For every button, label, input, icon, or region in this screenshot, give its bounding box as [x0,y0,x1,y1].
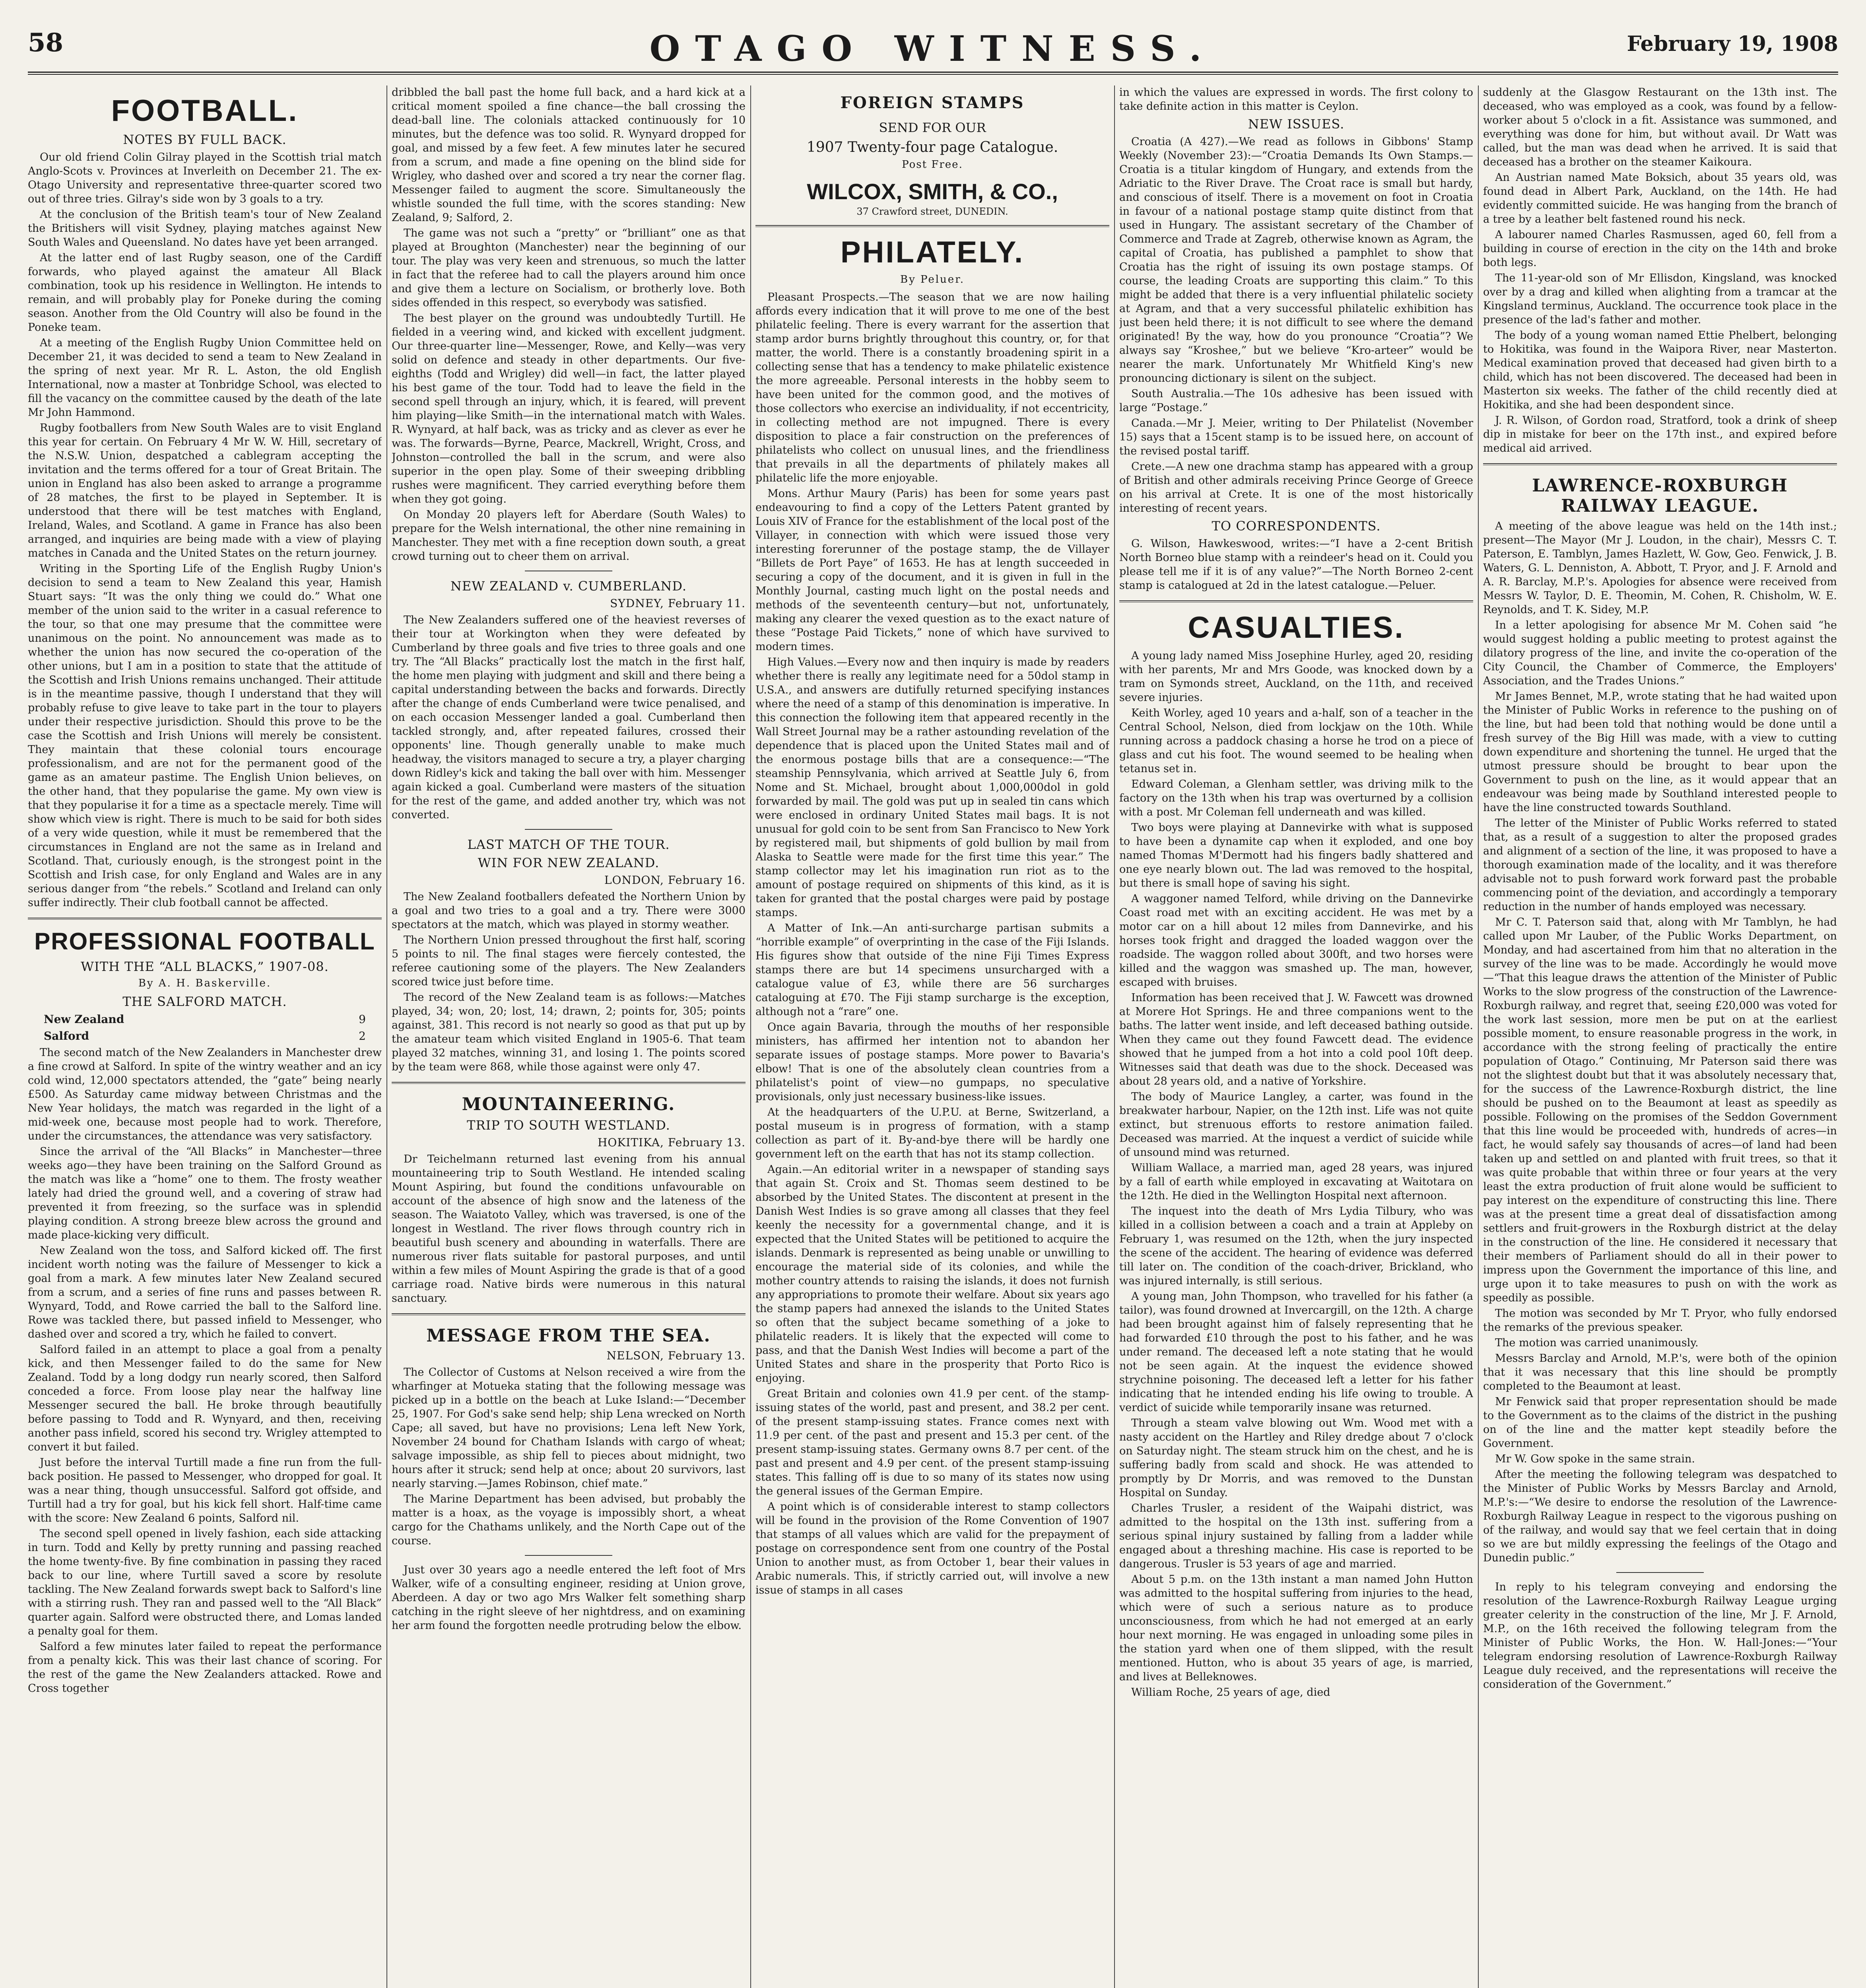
article-paragraph: At the latter end of last Rugby season, one of the Cardiff forwards, who played against the amateur All Black combination, took up his residence in Wellington. He intends to remain, and will probably play for Poneke during the coming season. Another from the Old Country will also be found in the Poneke team. [28,252,382,334]
article-paragraph: At a meeting of the English Rugby Union Committee held on December 21, it was decided to send a team to New Zealand in the spring of next year. Mr R. L. Aston, the old English International, now a master at Tonbridge School, was elected to fill the vacancy on the committee caused by the death of the late Mr John Hammond. [28,337,382,419]
column-rule [386,85,387,1988]
score-points: 2 [359,1029,366,1043]
article-paragraph: A waggoner named Telford, while driving on the Dannevirke Coast road met with an exciting accident. He was met by a motor car on a hill about 12 miles from Dannevirke, and his horses took fright and dragged the loaded waggon over the roadside. The waggon rolled about 300ft, and two horses were killed and the waggon was smashed up. The man, however, escaped with bruises. [1119,893,1473,988]
byline: By A. H. Baskerville. [138,977,272,989]
article-paragraph: dribbled the ball past the home full back, and a hard kick at a critical moment spoiled a fine chance—the ball crossing the dead-ball line. The colonials attacked continuously for 10 minutes, but the defence was too solid. R. Wynyard dropped for goal, and missed by a few feet. A few minutes later he secured from a scrum, and made a fine opening on the blind side for Wrigley, who dashed over and scored a try near the corner flag. Messenger failed to augment the score. Simultaneously the whistle sounded the full time, with the scores standing: New Zealand, 9; Salford, 2. [392,86,746,224]
article-paragraph: Mr C. T. Paterson said that, along with Mr Tamblyn, he had called upon Mr Lauber, of the Public Works Department, on Monday, and had ascertained from him that no alteration in the survey of the line was to be made. Accordingly he would move—“That this league draws the attention of the Minister of Public Works to the slow progress of the construction of the Lawrence-Roxburgh railway, and regret that, seeing £20,000 was voted for the work last session, more men be put on at the earliest possible moment, to ensure reasonable progress in the work, in accordance with the strong feeling of practically the entire population of Otago.” Continuing, Mr Paterson said there was not the slightest doubt but that it was absolutely necessary that, for the success of the Lawrence-Roxburgh district, the line should be pushed on to the Beaumont at least as speedily as possible. Following on the promises of the Seddon Government that this line would be proceeded with, hundreds of acres—in fact, he would safely say thousands of acres—of land had been taken up and settled on and planted with fruit trees, so that it was quite probable that within three or four years at the very least the extra production of fruit alone would be sufficient to pay interest on the expenditure of constructing this line. There was at the present time a great deal of dissatisfaction among settlers and fruit-growers in the Roxburgh district at the delay in the construction of the line. He considered it necessary that their members of Parliament should do all in their power to impress upon the Government the importance of this line, and urge upon it to take measures to push on with the work as speedily as possible. [1483,916,1837,1304]
article-paragraph: Just over 30 years ago a needle entered the left foot of Mrs Walker, wife of a consulting engineer, residing at Union grove, Aberdeen. A day or two ago Mrs Walker felt something sharp catching in the right sleeve of her nightdress, and on examining her arm found the forgotten needle protruding below the elbow. [392,1564,746,1632]
article-paragraph: The body of Maurice Langley, a carter, was found in the breakwater harbour, Napier, on the 12th inst. Life was not quite extinct, but strenuous efforts to restore animation failed. Deceased was married. At the inquest a verdict of suicide while of unsound mind was returned. [1119,1091,1473,1159]
casualties-heading: CASUALTIES. [1188,611,1405,645]
article-paragraph: In a letter apologising for absence Mr M. Cohen said “he would suggest holding a public meeting to protest against the dilatory progress of the line, and invite the co-operation of the City Council, the Chamber of Commerce, the Employers' Association, and the Trades Unions.” [1483,619,1837,687]
page-number: 58 [28,28,64,58]
article-paragraph: Again.—An editorial writer in a newspaper of standing says that again St. Croix and St. Thomas seem destined to be absorbed by the United States. The discontent at present in the Danish West Indies is so grave among all classes that they feel keenly the necessity for a governmental change, and it is expected that the United States will be petitioned to acquire the islands. Denmark is represented as being unable or unwilling to encourage the material side of its colonies, and while the mother country attends to raising the islands, it does not furnish any appropriations to promote their welfare. About six years ago the stamp papers had annexed the islands to the United States so often that the subject became something of a joke to philatelic readers. It is likely that the expected will come to pass, and that the Danish West Indies will become a part of the United States and share in the prosperity that Porto Rico is enjoying. [755,1163,1109,1384]
message-from-sea-heading: MESSAGE FROM THE SEA. [426,1326,711,1346]
ad-title: FOREIGN STAMPS [840,93,1025,112]
last-match-heading: LAST MATCH OF THE TOUR. [467,837,670,852]
article-paragraph: Mr James Bennet, M.P., wrote stating that he had waited upon the Minister of Public Works in reference to the pushing on of the line, but had been told that nothing would be done until a fresh survey of the Big Hill was made, with a view to cutting down expenditure and shortening the tunnel. He urged that the utmost pressure should be brought to bear upon the Government to push on the line, as it would appear that an endeavour was being made by Southland interested people to have the line constructed towards Southland. [1483,690,1837,814]
salford-match-heading: THE SALFORD MATCH. [122,994,287,1009]
article-paragraph: Writing in the Sporting Life of the English Rugby Union's decision to send a team to New Zealand this year, Hamish Stuart says: “It was the only thing we could do.” What one member of the union said to the writer in a casual reference to the tour, so that one may presume that the committee were unanimous on the point. No announcement was made as to whether the union has now secured the co-operation of the other unions, but I am in a position to state that the attitude of the Scottish and Irish Unions remains unchanged. Their attitude is in the meantime passive, though I understand that they will probably refuse to give leave to take part in the tour to players under their respective jurisdiction. Should this prove to be the case the Scottish and Irish Unions will merely be consistent. They maintain that these colonial tours encourage professionalism, and are not for the permanent good of the game as an amateur pastime. The English Union believes, on the other hand, that they popularise the game. My own view is that they popularise it for a time as a spectacle merely. Time will show which view is right. There is much to be said for both sides of a very wide question, while it must be remembered that the circumstances in England are not the same as in Ireland and Scotland. That, curiously enough, is the strongest point in the Scottish and Irish case, for only England and Wales are in any serious danger from “the rebels.” Scotland and Ireland can only suffer indirectly. Their club football cannot be affected. [28,563,382,909]
article-paragraph: Since the arrival of the “All Blacks” in Manchester—three weeks ago—they have been training on the Salford Ground as the match was like a “home” one to them. The frosty weather lately had dried the ground well, and a covering of straw had prevented it from freezing, so the surface was in splendid playing condition. A strong breeze blew across the ground and made place-kicking very difficult. [28,1145,382,1241]
ad-line: SEND FOR OUR [879,120,986,135]
article-paragraph: Through a steam valve blowing out Wm. Wood met with a nasty accident on the Hartley and Riley dredge about 7 o'clock on Saturday night. The steam struck him on the chest, and he is suffering badly from scald and shock. He was attended to promptly by Dr Morris, and was removed to the Dunstan Hospital on Sunday. [1119,1417,1473,1499]
score-team: Salford [44,1029,89,1043]
article-paragraph: The Northern Union pressed throughout the first half, scoring 5 points to nil. The final stages were fiercely contested, the referee cautioning some of the players. The New Zealanders scored twice just before time. [392,934,746,988]
article-paragraph: suddenly at the Glasgow Restaurant on the 13th inst. The deceased, who was employed as a cook, was found by a fellow-worker about 5 o'clock in a fit. Assistance was summoned, and everything was done for him, but without avail. Dr Watt was called, but the man was dead when he arrived. It is said that deceased has a brother on the steamer Kaikoura. [1483,86,1837,168]
article-paragraph: New Zealand won the toss, and Salford kicked off. The first incident worth noting was the failure of Messenger to kick a goal from a mark. A few minutes later New Zealand secured from a scrum, and a series of fine runs and passes between R. Wynyard, Todd, and Rowe carried the ball to the Salford line. Rowe was tackled there, but passed infield to Messenger, who dashed over and scored a try, which he failed to convert. [28,1244,382,1340]
article-paragraph: A labourer named Charles Rasmussen, aged 60, fell from a building in course of erection in the city on the 14th and broke both legs. [1483,229,1837,269]
column-4 [1119,85,1473,1988]
article-paragraph: An Austrian named Mate Boksich, about 35 years old, was found dead in Albert Park, Auckland, on the 14th. He had evidently committed suicide. He was hanging from the branch of a tree by a leather belt fastened round his neck. [1483,171,1837,225]
win-heading: WIN FOR NEW ZEALAND. [478,855,660,870]
article-paragraph: Keith Worley, aged 10 years and a-half, son of a teacher in the Central School, Nelson, died from lockjaw on the 10th. While running across a paddock chasing a horse he trod on a piece of glass and cut his foot. The wound seemed to be healing when tetanus set in. [1119,707,1473,775]
dateline: HOKITIKA, February 13. [597,1136,746,1149]
column-2 [392,85,746,1988]
article-paragraph: A young man, John Thompson, who travelled for his father (a tailor), was found drowned at Invercargill, on the 12th. A charge had been brought against him of falsely representing that he had forwarded £10 through the post to his father, and he was under remand. The deceased left a note stating that he would not be seen again. At the inquest the evidence showed strychnine poisoning. The deceased left a letter for his father indicating that he intended ending his life owing to trouble. A verdict of suicide while temporarily insane was returned. [1119,1290,1473,1414]
section-rule [392,1313,746,1315]
dateline: NELSON, February 13. [606,1349,746,1362]
article-paragraph: Salford a few minutes later failed to repeat the performance from a penalty kick. This was their last chance of scoring. For the rest of the game the New Zealanders attacked. Rowe and Cross together [28,1640,382,1695]
article-paragraph: The second match of the New Zealanders in Manchester drew a fine crowd at Salford. In spite of the wintry weather and an icy cold wind, 12,000 spectators attended, the “gate” being nearly £500. As Saturday came midway between Christmas and the New Year holidays, the match was regarded in the light of a mid-week one, because most people had to work. Therefore, under the circumstances, the attendance was very satisfactory. [28,1046,382,1142]
article-paragraph: Mr W. Gow spoke in the same strain. [1495,1453,1695,1465]
section-rule [392,1082,746,1084]
masthead [28,28,1838,76]
article-paragraph: Once again Bavaria, through the mouths of her responsible ministers, has affirmed her intention not to abandon her separate issues of postage stamps. More power to Bavaria's elbow! That is one of the absolutely clean countries from a philatelist's point of view—no gumpaps, no speculative provisionals, only just necessary business-like issues. [755,1021,1109,1103]
article-paragraph: On Monday 20 players left for Aberdare (South Wales) to prepare for the Welsh international, the other nine remaining in Manchester. They met with a fine reception down south, a great crowd turning out to cheer them on arrival. [392,509,746,563]
score-line [44,1012,366,1027]
article-paragraph: Dr Teichelmann returned last evening from his annual mountaineering trip to South Westland. He intended scaling Mount Aspiring, but found the conditions unfavourable on account of the absence of high snow and the lateness of the season. The Waiatoto Valley, which was traversed, is one of the longest in Westland. The river flows through country rich in beautiful bush scenery and abounding in waterfalls. There are numerous river flats suitable for pastoral purposes, and until within a few miles of Mount Aspiring the grade is that of a good carriage road. Native birds were numerous in this natural sanctuary. [392,1153,746,1305]
article-paragraph: Pleasant Prospects.—The season that we are now hailing affords every indication that it will prove to me one of the best philatelic feeling. There is every warrant for the assertion that stamp ardor burns brightly throughout this country, or, for that matter, the world. There is a constantly broadening spirit in a collecting sense that has a tendency to make philatelic existence the more agreeable. Personal interests in the hobby seem to have been united for the common good, and the motives of those collectors who exercise an individuality, if not eccentricity, in collecting method are not impugned. There is every disposition to place a fair construction on the preferences of philatelists who collect on unusual lines, and the friendliness that prevails in all the departments of philately makes all philatelic life the more enjoyable. [755,291,1109,484]
score-points: 9 [359,1013,366,1026]
column-5 [1483,85,1837,1988]
nz-cumberland-heading: NEW ZEALAND v. CUMBERLAND. [450,579,687,594]
score-team: New Zealand [44,1013,124,1026]
article-paragraph: William Roche, 25 years of age, died [1131,1686,1330,1699]
article-paragraph: in which the values are expressed in words. The first colony to take definite action in this matter is Ceylon. [1119,86,1473,113]
railway-league-heading: LAWRENCE-ROXBURGH RAILWAY LEAGUE. [1532,476,1788,516]
newspaper-page [28,85,1838,1988]
article-paragraph: The best player on the ground was undoubtedly Turtill. He fielded in a veering wind, and kicked with excellent judgment. Our three-quarter line—Messenger, Rowe, and Kelly—was very solid on defence and steady in other departments. Our five-eighths (Todd and Wrigley) did well—in fact, the latter played his best game of the tour. Todd had to leave the field in the second spell through an injury, which, it is feared, will prevent him playing—like Smith—in the international match with Wales. R. Wynyard, at half back, was as tricky and as clever as ever he was. The forwards—Byrne, Pearce, Mackrell, Wright, Cross, and Johnston—controlled the ball in the scrum, and were also superior in the open play. Some of their sweeping dribbling rushes were magnificent. They carried everything before them when they got going. [392,312,746,505]
article-paragraph: Charles Trusler, a resident of the Waipahi district, was admitted to the hospital on the 13th inst. suffering from a serious spinal injury sustained by falling from a ladder while engaged about a threshing machine. His case is reported to be dangerous. Trusler is 53 years of age and married. [1119,1502,1473,1570]
article-paragraph: High Values.—Every now and then inquiry is made by readers whether there is really any legitimate need for a 50dol stamp in U.S.A., and answers are dutifully returned specifying instances where the need of a stamp of this denomination is imperative. In this connection the following item that appeared recently in the Wall Street Journal may be a rather astounding revelation of the dependence that is placed upon the United States mail and of the enormous postage bills that are a consequence:—“The steamship Pennsylvania, which arrived at Seattle July 6, from Nome and St. Michael, brought about 1,000,000dol in gold forwarded by mail. The gold was put up in sealed tin cans which were enclosed in ordinary United States mail bags. It is not unusual for gold coin to be sent from San Francisco to New York by registered mail, but shipments of gold bullion by mail from Alaska to Seattle were made for the first time this year.” The stamp collector may let his imagination run riot as to the amount of postage required on shipments of this kind, as it is taken for granted that the postal charges were paid by postage stamps. [755,656,1109,919]
section-rule [1616,1572,1704,1573]
article-paragraph: J. R. Wilson, of Gordon road, Stratford, took a drink of sheep dip in mistake for beer on the 17th inst., and expired before medical aid arrived. [1483,414,1837,454]
article-paragraph: In reply to his telegram conveying and endorsing the resolution of the Lawrence-Roxburgh Railway League urging greater celerity in the construction of the line, Mr J. F. Arnold, M.P., on the 16th received the following telegram from the Minister of Public Works, the Hon. W. Hall-Jones:—“Your telegram endorsing resolution of Lawrence-Roxburgh Railway League duly received, and the representations will receive the consideration of the Government.” [1483,1581,1837,1691]
article-paragraph: Great Britain and colonies own 41.9 per cent. of the stamp-issuing states of the world, past and present, and 38.2 per cent. of the present stamp-issuing states. France comes next with 11.9 per cent. of the past and present and 15.3 per cent. of the present stamp-issuing states. Germany owns 8.7 per cent. of the past and present and 4.9 per cent. of the present stamp-issuing states. This falling off is due to so many of its states now using the general issues of the German Empire. [755,1388,1109,1497]
article-paragraph: The inquest into the death of Mrs Lydia Tilbury, who was killed in a collision between a coach and a train at Appleby on February 1, was resumed on the 12th, when the jury inspected the scene of the accident. The hearing of evidence was deferred till later on. The condition of the coach-driver, Brickland, who was injured internally, is still serious. [1119,1205,1473,1287]
article-paragraph: Just before the interval Turtill made a fine run from the full-back position. He passed to Messenger, who dropped for goal. It was a near thing, though unsuccessful. Salford got offside, and Turtill had a try for goal, but his kick fell short. Half-time came with the score: New Zealand 6 points, Salford nil. [28,1456,382,1524]
article-paragraph: The New Zealand footballers defeated the Northern Union by a goal and two tries to a goal and a try. There were 3000 spectators at the match, which was played in stormy weather. [392,891,746,931]
article-paragraph: A Matter of Ink.—An anti-surcharge partisan submits a “horrible example” of overprinting in the case of the Fiji Islands. His figures show that outside of the nine Fiji Times Express stamps there are but 14 specimens unsurcharged with a catalogue value of £3, while there are 56 surcharges cataloguing at £70. The Fiji stamp surcharge is the exception, although not a “rare” one. [755,922,1109,1018]
article-paragraph: Crete.—A new one drachma stamp has appeared with a group of British and other admirals receiving Prince George of Greece on his arrival at Crete. It is one of the most historically interesting of recent years. [1119,460,1473,514]
article-paragraph: G. Wilson, Hawkeswood, writes:—“I have a 2-cent British North Borneo blue stamp with a reindeer's head on it. Could you please tell me if it is of any value?”—The North Borneo 2-cent stamp is catalogued at 2d in the latest catalogue.—Peluer. [1119,538,1473,592]
article-paragraph: Information has been received that J. W. Fawcett was drowned at Morere Hot Springs. He and three companions went to the baths. The latter went inside, and left deceased bathing outside. When they came out they found Fawcett dead. The evidence showed that he jumped from a hot into a cold pool 10ft deep. Witnesses said that death was due to the shock. Deceased was about 28 years old, and a native of Yorkshire. [1119,992,1473,1087]
article-paragraph: A meeting of the above league was held on the 14th inst.; present—The Mayor (Mr J. Loudon, in the chair), Messrs C. T. Paterson, E. Tamblyn, James Hazlett, W. Gow, Geo. Fenwick, J. B. Waters, G. L. Denniston, A. Abbott, T. Pryor, and J. F. Arnold and A. R. Barclay, M.P.'s. Apologies for absence were received from Messrs W. Taylor, D. E. Theomin, M. Cohen, R. Chisholm, W. E. Reynolds, and T. K. Sidey, M.P. [1483,520,1837,616]
score-line [44,1029,366,1043]
article-paragraph: About 5 p.m. on the 13th instant a man named John Hutton was admitted to the hospital suffering from injuries to the head, which were of such a serious nature as to produce unconsciousness, from which he had not emerged at an early hour next morning. He was engaged in unloading some piles in the station yard when one of them slipped, with the result mentioned. Hutton, who is about 35 years of age, is married, and lives at Belleknowes. [1119,1573,1473,1683]
article-paragraph: The second spell opened in lively fashion, each side attacking in turn. Todd and Kelly by pretty running and passing reached the home twenty-five. By fine combination in passing they raced back to our line, where Turtill saved a score by resolute tackling. The New Zealand forwards swept back to Salford's line with a stirring rush. They ran and passed well to the “All Black” quarter again. Salford were obstructed there, and Lomas landed a penalty goal for them. [28,1528,382,1637]
professional-football-heading: PROFESSIONAL FOOTBALL [34,928,375,955]
section-rule [525,829,612,830]
article-paragraph: Edward Coleman, a Glenham settler, was driving milk to the factory on the 13th when his trap was overturned by a collision with a post. Mr Coleman fell underneath and was killed. [1119,778,1473,818]
article-paragraph: After the meeting the following telegram was despatched to the Minister of Public Works by Messrs Barclay and Arnold, M.P.'s:—“We desire to endorse the resolution of the Lawrence-Roxburgh Railway League in respect to the vigorous pushing on of the railway, and would say that we feel certain that in doing so we are but mildly expressing the feelings of the Otago and Dunedin public.” [1483,1468,1837,1564]
mountaineering-heading: MOUNTAINEERING. [462,1094,676,1114]
masthead-rule [28,72,1838,75]
section-rule [755,225,1109,227]
column-rule [1478,85,1479,1988]
article-paragraph: Croatia (A 427).—We read as follows in Gibbons' Stamp Weekly (November 23):—“Croatia Demands Its Own Stamps.—Croatia is a titular kingdom of Hungary, and extends from the Adriatic to the River Drave. The Croat race is small but hardy, and conscious of itself. There is a movement on foot in Croatia in favour of a national postage stamp quite distinct from that used in Hungary. The assistant secretary of the Chamber of Commerce and Trade at Zagreb, otherwise known as Agram, the capital of Croatia, has published a pamphlet to show that Croatia has the right of issuing its own postage stamps. Of course, the leading Croats are supporting this claim.” To this might be added that there is a very influential philatelic society at Agram, and that a very successful philatelic exhibition has just been held there; it is not difficult to see where the demand originated! By the way, how do you pronounce “Croatia”? We always say “Kroshee,” but we believe “Kro-arteer” would be nearer the mark. Unfortunately Mr Whitfield King's new pronouncing dictionary is silent on the subject. [1119,136,1473,384]
philately-heading: PHILATELY. [840,235,1025,269]
article-paragraph: South Australia.—The 10s adhesive has been issued with large “Postage.” [1119,388,1473,414]
article-paragraph: The record of the New Zealand team is as follows:—Matches played, 34; won, 20; lost, 14; drawn, 2; points for, 305; points against, 381. This record is not nearly so good as that put up by the amateur team which visited England in 1905-6. That team played 32 matches, winning 31, and losing 1. The points scored by the team were 868, while those against were only 47. [392,991,746,1073]
column-1 [28,85,382,1988]
article-paragraph: The New Zealanders suffered one of the heaviest reverses of their tour at Workington when they were defeated by Cumberland by three goals and five tries to three goals and one try. The “All Blacks” practically lost the match in the first half, the home men playing with judgment and skill and there being a capital understanding between the backs and forwards. Directly after the change of ends Cumberland were twice penalised, and on each occasion Messenger landed a goal. Cumberland then tackled strongly, and, after repeated failures, crossed their opponents' line. Though generally unable to make much headway, the visitors managed to secure a try, a player charging down Ridley's kick and taking the ball over with him. Messenger again kicked a goal. Cumberland were masters of the situation for the rest of the game, and added another try, which was not converted. [392,614,746,821]
article-paragraph: The 11-year-old son of Mr Ellisdon, Kingsland, was knocked over by a drag and killed when alighting from a tramcar at the Kingsland terminus, Auckland. The occurrence took place in the presence of the lad's father and mother. [1483,272,1837,326]
article-paragraph: The letter of the Minister of Public Works referred to stated that, as a result of a suggestion to alter the proposed grades and alignment of a section of the line, it was proposed to have a thorough examination made of the locality, and it was therefore advisable not to push forward work forward past the probable commencing point of the deviation, and accordingly a temporary reduction in the number of hands employed was necessary. [1483,817,1837,913]
article-paragraph: Mr Fenwick said that proper representation should be made to the Government as to the claims of the district in the pushing on of the line and the matter kept steadily before the Government. [1483,1396,1837,1450]
article-paragraph: Salford failed in an attempt to place a goal from a penalty kick, and then Messenger failed to do the same for New Zealand. Todd by a long dodgy run nearly scored, then Salford conceded a force. From loose play near the halfway line Messenger secured the ball. He broke through beautifully before passing to Todd and R. Wynyard, and then, receiving another pass infield, scored his second try. Wrigley attempted to convert it but failed. [28,1343,382,1453]
byline: By Peluer. [900,274,965,285]
article-paragraph: The motion was carried unanimously. [1495,1337,1699,1349]
football-heading: FOOTBALL. [111,94,299,128]
stamp-advertisement [755,93,1109,217]
article-paragraph: The body of a young woman named Ettie Phelbert, belonging to Hokitika, was found in the Waipora River, near Masterton. Medical examination proved that deceased had given birth to a child, which has not been discovered. The deceased had been in Masterton six weeks. The father of the child recently died at Hokitika, and she had been despondent since. [1483,329,1837,411]
article-paragraph: The Collector of Customs at Nelson received a wire from the wharfinger at Motueka stating that the following message was picked up in a bottle on the beach at Luke Island:—“December 25, 1907. For God's sake send help; ship Lena wrecked on North Cape; all saved, but have no provisions; Lena left New York, November 24 bound for Chatham Islands with cargo of wheat; salvage impossible, as ship fell to pieces about midnight, two hours after it struck; send help at once; about 20 survivors, last nearly starving.—James Robinson, chief mate.” [392,1366,746,1490]
notes-heading: NOTES BY FULL BACK. [123,132,287,147]
section-rule [1483,463,1837,465]
dateline: LONDON, February 16. [604,874,746,887]
article-paragraph: A young lady named Miss Josephine Hurley, aged 20, residing with her parents, Mr and Mrs Goode, was knocked down by a tram on Symonds street, Auckland, on the 11th, and received severe injuries. [1119,650,1473,704]
section-rule [1119,600,1473,602]
column-3 [755,85,1109,1988]
newspaper-title: OTAGO WITNESS. [649,28,1217,69]
correspondents-heading: TO CORRESPONDENTS. [1212,518,1381,534]
dateline: SYDNEY, February 11. [610,597,746,610]
column-rule [750,85,751,1988]
ad-line: 1907 Twenty-four page Catalogue. [806,139,1058,155]
article-paragraph: At the headquarters of the U.P.U. at Berne, Switzerland, a postal museum is in progress of formation, with a stamp collection as part of it. By-and-bye there will be hardly one government left on the earth that has not its stamp collection. [755,1106,1109,1160]
article-paragraph: A point which is of considerable interest to stamp collectors will be found in the provision of the Rome Convention of 1907 that stamps of all values which are valid for the prepayment of postage on correspondence sent from one country of the Postal Union to another must, as from October 1, bear their values in Arabic numerals. This, if strictly carried out, will involve a new issue of stamps in all cases [755,1501,1109,1596]
article-paragraph: Rugby footballers from New South Wales are to visit England this year for certain. On February 4 Mr W. W. Hill, secretary of the N.S.W. Union, despatched a cablegram accepting the invitation and the terms offered for a tour of Great Britain. The union in England has also been asked to arrange a programme of 28 matches, the first to be played in September. It is understood that there will be test matches with England, Ireland, Wales, and Scotland. A game in France has also been arranged, and inquiries are being made with a view of playing matches in Canada and the United States on the return journey. [28,422,382,559]
article-paragraph: Our old friend Colin Gilray played in the Scottish trial match Anglo-Scots v. Provinces at Inverleith on December 21. The ex-Otago University and representative three-quarter scored two out of three tries. Gilray's side won by 3 goals to a try. [28,151,382,205]
article-paragraph: Mons. Arthur Maury (Paris) has been for some years past endeavouring to find a copy of the Letters Patent granted by Louis XIV of France for the establishment of the local post of the Villayer, in connection with which were issued those very interesting forerunner of the postage stamp, the de Villayer “Billets de Port Paye” of 1653. He has at length succeeded in securing a copy of the document, and it is given in full in the Monthly Journal, casting much light on the postal needs and methods of the seventeenth century—but not, unfortunately, making any clearer the vexed question as to the exact nature of these “Postage Paid Tickets,” none of which have survived to modern times. [755,487,1109,653]
article-paragraph: Two boys were playing at Dannevirke with what is supposed to have been a dynamite cap when it exploded, and one boy named Thomas M'Dermott had his fingers badly shattered and one eye nearly blown out. The lad was removed to the hospital, but there is small hope of saving his sight. [1119,821,1473,889]
article-paragraph: Messrs Barclay and Arnold, M.P.'s, were both of the opinion that it was necessary that this line should be promptly completed to the Beaumont at least. [1483,1352,1837,1392]
article-paragraph: At the conclusion of the British team's tour of New Zealand the Britishers will visit Sydney, playing matches against New South Wales and Queensland. No dates have yet been arranged. [28,208,382,248]
all-blacks-subheading: WITH THE “ALL BLACKS,” 1907-08. [81,959,329,974]
ad-address: 37 Crawford street, DUNEDIN. [856,206,1008,217]
article-paragraph: The Marine Department has been advised, but probably the matter is a hoax, as the voyage is impossibly short, a wheat cargo for the Chathams unlikely, and the North Cape out of the course. [392,1493,746,1547]
article-paragraph: Canada.—Mr J. Meier, writing to Der Philatelist (November 15) says that a 15cent stamp is to be issued here, on account of the revised postal tariff. [1119,417,1473,457]
trip-heading: TRIP TO SOUTH WESTLAND. [467,1118,670,1133]
section-rule [525,1555,612,1556]
column-rule [1114,85,1115,1988]
ad-line: Post Free. [902,159,963,171]
article-paragraph: The game was not such a “pretty” or “brilliant” one as that played at Broughton (Manchester) near the beginning of our tour. The play was very keen and strenuous, so much the latter in fact that the referee had to call the players around him once and give them a lecture on Socialism, or brotherly love. Both sides offended in this respect, so everybody was satisfied. [392,227,746,309]
new-issues-heading: NEW ISSUES. [1248,116,1345,132]
section-rule [28,918,382,920]
ad-firm-name: WILCOX, SMITH, & CO., [807,179,1058,204]
issue-date: February 19, 1908 [1627,32,1838,56]
article-paragraph: William Wallace, a married man, aged 28 years, was injured by a fall of earth while employed in excavating at Waitotara on the 12th. He died in the Wellington Hospital next afternoon. [1119,1162,1473,1202]
article-paragraph: The motion was seconded by Mr T. Pryor, who fully endorsed the remarks of the previous speaker. [1483,1307,1837,1334]
